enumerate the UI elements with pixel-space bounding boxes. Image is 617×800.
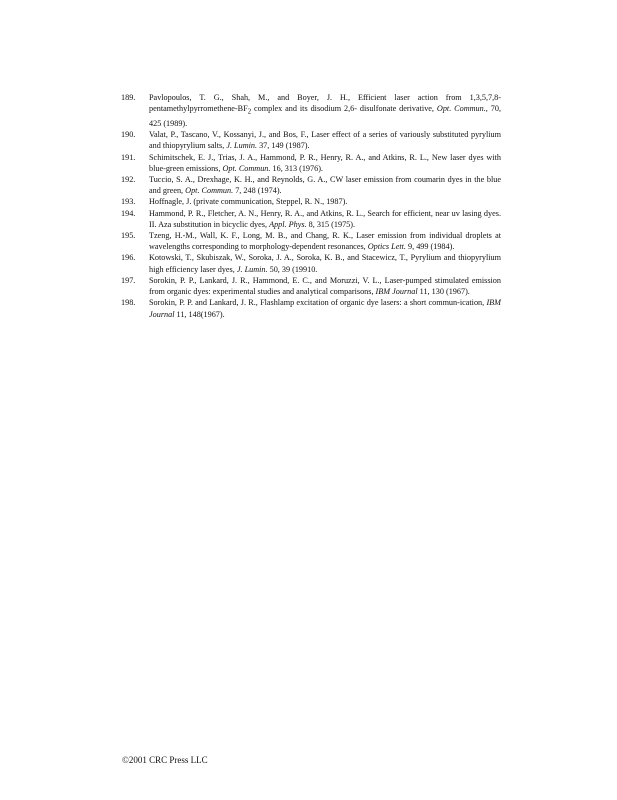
copyright-footer: ©2001 CRC Press LLC <box>122 755 208 765</box>
reference-item <box>121 196 501 207</box>
reference-segment: 11, 130 (1967). <box>417 287 470 297</box>
reference-segment: complex and its disodium 2,6- disulfonate derivative, <box>251 104 437 114</box>
reference-item <box>121 152 501 174</box>
reference-text <box>149 297 501 319</box>
reference-segment: 7, 248 (1974). <box>233 186 282 196</box>
reference-segment: Tzeng, H.-M., Wall, K. F., Long, M. B., and Chang, R. K., Laser emission from individual droplets at wavelengths corresponding to morphology-dependent resonances, <box>149 231 501 252</box>
reference-text <box>149 208 501 230</box>
reference-item <box>121 252 501 274</box>
reference-item <box>121 297 501 319</box>
reference-segment: Kotowski, T., Skubiszak, W., Soroka, J. A., Soroka, K. B., and Stacewicz, T., Pyrylium and thiopyrylium high efficiency laser dyes, <box>149 253 501 274</box>
reference-segment: Sorokin, P. P. and Lankard, J. R., Flashlamp excitation of organic dye lasers: a short commun-ication, <box>149 298 487 308</box>
reference-segment: 37, 149 (1987). <box>257 141 310 151</box>
reference-item <box>121 275 501 297</box>
reference-segment: Schimitschek, E. J., Trias, J. A., Hammond, P. R., Henry, R. A., and Atkins, R. L., New laser dyes with blue-green emissions, <box>149 152 501 173</box>
reference-text <box>149 252 501 274</box>
journal-title: Opt. Commun. <box>222 163 271 173</box>
reference-item <box>121 208 501 230</box>
journal-title: Appl. Phys. <box>269 219 307 229</box>
reference-segment: Hammond, P. R., Fletcher, A. N., Henry, R. A., and Atkins, R. L., Search for efficient, near uv lasing dyes. II. Aza substitution in bicyclic dyes, <box>149 208 501 229</box>
reference-number: 197. <box>121 275 136 285</box>
reference-number: 193. <box>121 197 136 207</box>
reference-number: 191. <box>121 152 136 162</box>
reference-number: 190. <box>121 130 136 140</box>
reference-number: 198. <box>121 298 136 308</box>
reference-number: 192. <box>121 175 136 185</box>
reference-segment: 11, 148(1967). <box>174 309 225 319</box>
reference-item <box>121 129 501 151</box>
journal-title: Optics Lett. <box>367 242 406 252</box>
reference-segment: 50, 39 (19910. <box>267 264 318 274</box>
journal-title: J. Lumin. <box>236 264 268 274</box>
journal-title: J. Lumin. <box>226 141 258 151</box>
journal-title: Opt. Commun. <box>436 104 486 114</box>
journal-title: IBM Journal <box>375 287 418 297</box>
reference-text <box>149 196 501 207</box>
reference-number: 196. <box>121 253 136 263</box>
reference-text <box>149 275 501 297</box>
journal-title: Opt. Commun. <box>185 186 234 196</box>
reference-segment: Hoffnagle, J. (private communication, Steppel, R. N., 1987). <box>149 197 348 207</box>
reference-item <box>121 92 501 129</box>
reference-segment: 16, 313 (1976). <box>270 163 323 173</box>
subscript-text: 2 <box>247 108 252 116</box>
reference-number: 194. <box>121 208 136 218</box>
reference-number: 189. <box>121 93 136 102</box>
reference-number: 195. <box>121 231 136 241</box>
reference-item <box>121 174 501 196</box>
reference-segment: , 70, 425 (1989). <box>149 104 501 129</box>
reference-text <box>149 230 501 252</box>
reference-segment: 8, 315 (1975). <box>306 219 356 229</box>
reference-segment: 9, 499 (1984). <box>405 242 455 252</box>
reference-segment: Valat, P., Tascano, V., Kossanyi, J., and Bos, F., Laser effect of a series of variously substituted pyrylium and thiopyrylium salts, <box>149 130 501 151</box>
reference-segment: Tuccio, S. A., Drexhage, K. H., and Reynolds, G. A., CW laser emission from coumarin dyes in the blue and green, <box>149 175 501 196</box>
reference-list <box>121 92 501 320</box>
reference-item <box>121 230 501 252</box>
reference-segment: Sorokin, P. P., Lankard, J. R., Hammond, E. C., and Moruzzi, V. L., Laser-pumped stimulated emission from organic dyes: experimental studies and analytical comparisons, <box>149 275 501 297</box>
journal-title: IBM Journal <box>149 298 501 319</box>
reference-text <box>149 152 501 174</box>
reference-text <box>149 174 501 196</box>
reference-segment: Pavlopoulos, T. G., Shah, M., and Boyer, J. H., Efficient laser action from 1,3,5,7,8-pentamethylpyrromethene-BF <box>149 93 501 114</box>
reference-text <box>149 129 501 151</box>
reference-text <box>149 92 501 129</box>
